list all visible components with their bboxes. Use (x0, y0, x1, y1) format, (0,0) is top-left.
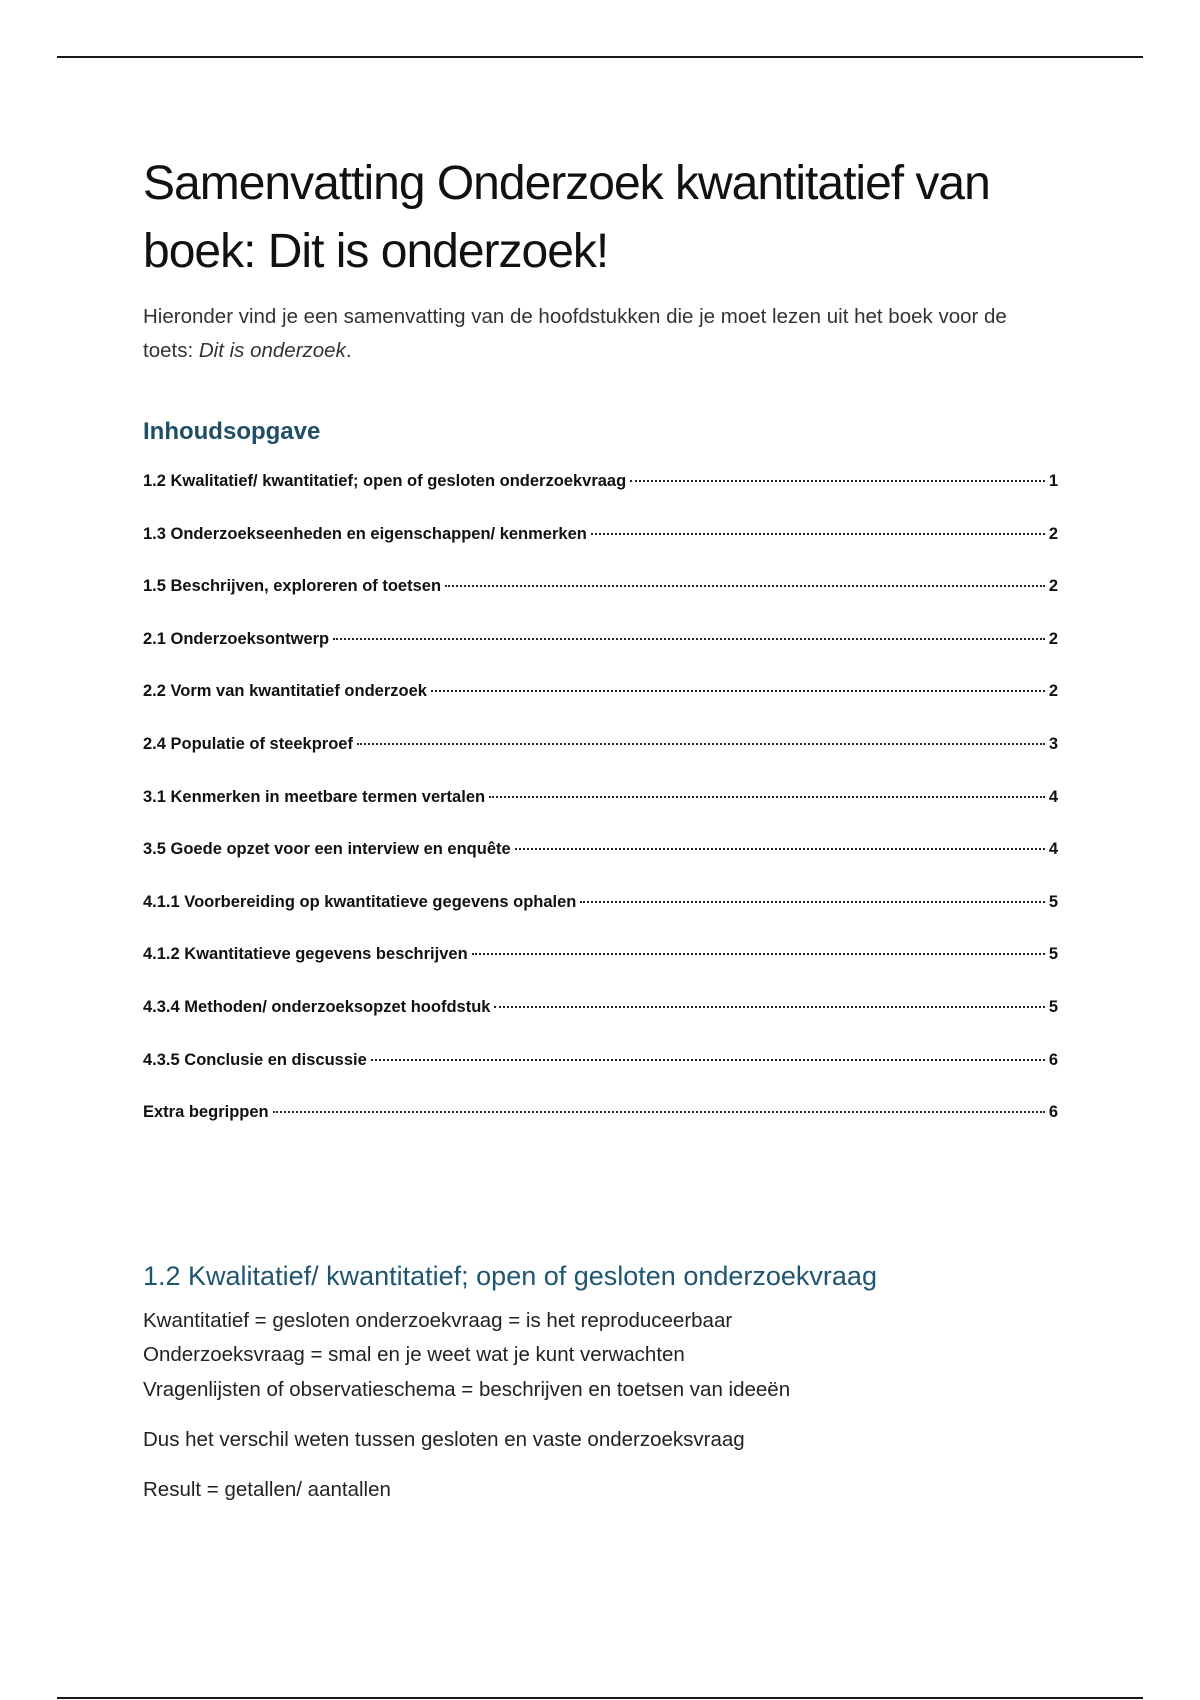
toc-item[interactable] (143, 1103, 1058, 1156)
toc-title: Inhoudsopgave (143, 418, 321, 445)
section-heading: 1.2 Kwalitatief/ kwantitatief; open of gesloten onderzoekvraag (143, 1260, 877, 1291)
toc-leader (445, 585, 1045, 587)
toc-item-label: 3.1 Kenmerken in meetbare termen vertalen (143, 787, 486, 806)
toc-item-label: 4.1.2 Kwantitatieve gegevens beschrijven (143, 945, 468, 964)
section-line: Kwantitatief = gesloten onderzoekvraag = is het reproduceerbaar (143, 1308, 733, 1332)
toc-item[interactable] (143, 577, 1058, 630)
table-of-contents (143, 472, 1058, 1156)
toc-item-label: 2.1 Onderzoeksontwerp (143, 629, 330, 648)
toc-item-page: 2 (1048, 629, 1058, 648)
section-line: Vragenlijsten of observatieschema = beschrijven en toetsen van ideeën (143, 1377, 791, 1401)
toc-leader (357, 743, 1045, 745)
toc-leader (273, 1111, 1045, 1113)
toc-item[interactable] (143, 998, 1058, 1051)
toc-item-page: 6 (1048, 1050, 1058, 1069)
toc-item-page: 2 (1048, 524, 1058, 543)
toc-item[interactable] (143, 525, 1058, 578)
toc-leader (515, 848, 1045, 850)
toc-item[interactable] (143, 682, 1058, 735)
toc-item[interactable] (143, 840, 1058, 893)
toc-item-label: 2.2 Vorm van kwantitatief onderzoek (143, 682, 427, 701)
toc-item[interactable] (143, 945, 1058, 998)
toc-item-page: 4 (1048, 840, 1058, 859)
toc-item[interactable] (143, 788, 1058, 841)
toc-item-label: 4.1.1 Voorbereiding op kwantitatieve gegevens ophalen (143, 892, 577, 911)
toc-item[interactable] (143, 630, 1058, 683)
toc-leader (333, 638, 1045, 640)
footer-rule (57, 1697, 1143, 1699)
toc-item-page: 5 (1048, 997, 1058, 1016)
toc-leader (371, 1059, 1045, 1061)
toc-leader (494, 1006, 1044, 1008)
toc-item-page: 6 (1048, 1103, 1058, 1122)
toc-item-label: 3.5 Goede opzet voor een interview en enquête (143, 840, 511, 859)
header-rule (57, 56, 1143, 58)
section-line: Onderzoeksvraag = smal en je weet wat je kunt verwachten (143, 1343, 685, 1367)
toc-item-label: Extra begrippen (143, 1103, 269, 1122)
intro-end: . (345, 339, 352, 362)
toc-item-page: 4 (1048, 787, 1058, 806)
toc-item-page: 5 (1048, 945, 1058, 964)
toc-leader (431, 690, 1045, 692)
toc-item-label: 1.3 Onderzoekseenheden en eigenschappen/ kenmerken (143, 524, 587, 543)
section-paragraph: Dus het verschil weten tussen gesloten en vaste onderzoeksvraag (143, 1428, 745, 1452)
toc-item-label: 4.3.4 Methoden/ onderzoeksopzet hoofdstuk (143, 997, 491, 1016)
toc-leader (630, 480, 1045, 482)
toc-item[interactable] (143, 472, 1058, 525)
document-body (143, 150, 1058, 1507)
toc-leader (591, 533, 1045, 535)
toc-item[interactable] (143, 893, 1058, 946)
section-lines (143, 1304, 1058, 1408)
toc-item-label: 4.3.5 Conclusie en discussie (143, 1050, 367, 1069)
toc-leader (489, 796, 1045, 798)
document-title: Samenvatting Onderzoek kwantitatief van boek: Dit is onderzoek! (143, 157, 990, 278)
toc-item-label: 1.2 Kwalitatief/ kwantitatief; open of gesloten onderzoekvraag (143, 472, 627, 490)
toc-item-label: 2.4 Populatie of steekproef (143, 734, 353, 753)
toc-leader (580, 901, 1044, 903)
toc-item[interactable] (143, 735, 1058, 788)
intro-text: Hieronder vind je een samenvatting van de hoofdstukken die je moet lezen uit het boek voor de toets: (143, 305, 1007, 362)
toc-item-page: 5 (1048, 892, 1058, 911)
toc-leader (472, 953, 1045, 955)
toc-item-page: 2 (1048, 577, 1058, 596)
toc-item-label: 1.5 Beschrijven, exploreren of toetsen (143, 577, 442, 596)
toc-item-page: 2 (1048, 682, 1058, 701)
toc-item-page: 1 (1048, 472, 1058, 490)
toc-item-page: 3 (1048, 734, 1058, 753)
intro-paragraph (143, 300, 1058, 368)
toc-item[interactable] (143, 1051, 1058, 1104)
section-paragraph: Result = getallen/ aantallen (143, 1478, 391, 1502)
intro-book-title: Dit is onderzoek (198, 339, 346, 362)
